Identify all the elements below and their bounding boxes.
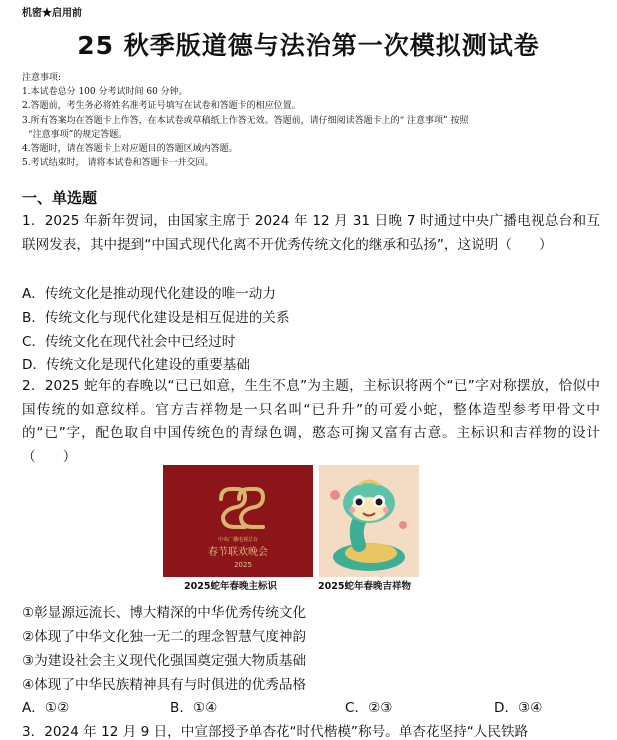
- notes-heading: 注意事项:: [22, 73, 62, 83]
- secret-label: 机密★启用前: [22, 8, 82, 19]
- question-2-statement-4: ④体现了中华民族精神具有与时俱进的优秀品格: [22, 677, 307, 693]
- question-2-choice-d: D．③④: [494, 700, 543, 716]
- question-3-stem: 3．2024 年 12 月 9 日，中宣部授予单杏花“时代楷模”称号。单杏花坚持“人民铁路: [22, 724, 529, 740]
- gala-logo-caption: 2025蛇年春晚主标识: [184, 581, 277, 592]
- question-2-statement-2: ②体现了中华文化独一无二的理念智慧气度神韵: [22, 629, 307, 645]
- question-2-stem: 2．2025 蛇年的春晚以“已已如意，生生不息”为主题，主标识将两个“已”字对称摆放，恰似中国传统的如意纹样。官方吉祥物是一只名叫“已升升”的可爱小蛇，整体造型参考甲骨文中的“已”字，配色取自中国传统色的青绿色调，憨态可掬又富有古意。主标识和吉祥物的设计（ ）: [22, 378, 600, 465]
- question-2-statement-3: ③为建设社会主义现代化强国奠定强大物质基础: [22, 653, 307, 669]
- question-2-images: [162, 464, 420, 594]
- notes-item: 2.答题前，考生务必将姓名准考证号填写在试卷和答题卡的相应位置。: [22, 101, 301, 112]
- question-1-option-c: C．传统文化在现代社会中已经过时: [22, 334, 236, 350]
- gala-logo-big-text: 春节联欢晚会: [208, 547, 268, 558]
- gala-logo-small-text: 中央广播电视总台: [217, 537, 259, 543]
- question-1-option-d: D．传统文化是现代化建设的重要基础: [22, 357, 250, 373]
- notes-item: 5.考试结束时， 请将本试卷和答题卡一并交回。: [22, 158, 214, 169]
- question-1-option-a: A．传统文化是推动现代化建设的唯一动力: [22, 286, 276, 302]
- mascot-caption: 2025蛇年春晚吉祥物: [318, 581, 411, 592]
- notes-item: 4.答题时，请在答题卡上对应题目的答题区域内答题。: [22, 144, 238, 155]
- question-1-option-b: B．传统文化与现代化建设是相互促进的关系: [22, 310, 290, 326]
- snake-mascot-icon: [319, 465, 419, 577]
- gala-logo-graphic: [163, 465, 313, 577]
- gala-logo-image: [163, 465, 313, 577]
- notes-item: 3.所有答案均在答题卡上作答，在本试卷或草稿纸上作答无效。答题前，请仔细阅读答题卡上的“ 注意事项” 按照: [22, 115, 469, 126]
- mascot-image: [319, 465, 419, 577]
- page-title: 25 秋季版道德与法治第一次模拟测试卷: [77, 31, 540, 60]
- notes-item: “注意事项”的规定答题。: [28, 129, 128, 140]
- question-2-statement-1: ①彰显源远流长、博大精深的中华优秀传统文化: [22, 605, 307, 621]
- gala-logo-year: 2025: [234, 561, 252, 569]
- question-2-choice-c: C．②③: [345, 700, 393, 716]
- section-title: 一、单选题: [22, 189, 98, 207]
- notes-block: [22, 71, 602, 170]
- question-2-choice-b: B．①④: [170, 700, 218, 716]
- notes-item: 1.本试卷总分 100 分考试时间 60 分钟。: [22, 87, 188, 98]
- question-1-stem: 1．2025 年新年贺词，由国家主席于 2024 年 12 月 31 日晚 7 时通过中央广播电视总台和互联网发表，其中提到“中国式现代化离不开优秀传统文化的继承和弘扬”，这说明（ ）: [22, 213, 600, 253]
- question-2-choice-a: A．①②: [22, 700, 70, 716]
